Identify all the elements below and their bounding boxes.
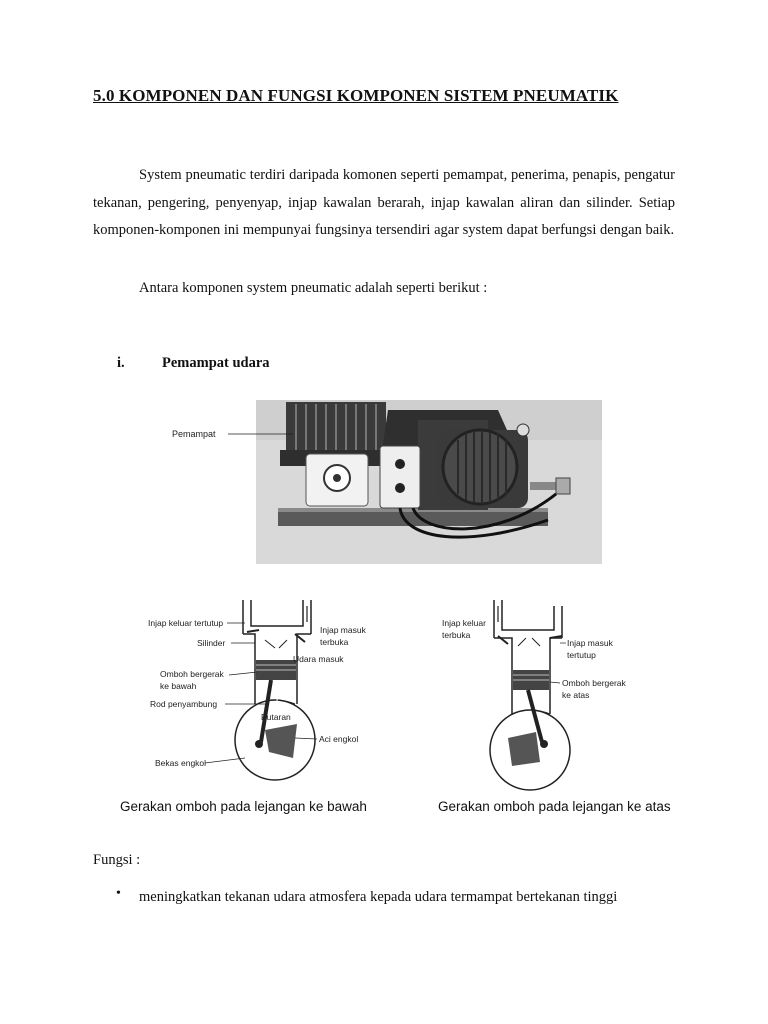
upstroke-diagram	[412, 592, 657, 797]
caption-upstroke: Gerakan omboh pada lejangan ke atas	[438, 799, 671, 814]
section-title: Pemampat udara	[162, 355, 270, 371]
svg-text:Injap masuk: Injap masuk	[320, 625, 366, 635]
caption-downstroke: Gerakan omboh pada lejangan ke bawah	[120, 799, 367, 814]
bullet-icon: •	[116, 886, 121, 901]
fungsi-item: meningkatkan tekanan udara atmosfera kepada udara termampat bertekanan tinggi	[139, 889, 618, 905]
svg-text:Injap keluar tertutup: Injap keluar tertutup	[148, 618, 224, 628]
svg-text:Udara masuk: Udara masuk	[293, 654, 344, 664]
fungsi-label: Fungsi :	[93, 852, 141, 868]
svg-text:terbuka: terbuka	[320, 637, 349, 647]
svg-text:Rod penyambung: Rod penyambung	[150, 699, 218, 709]
svg-text:Putaran: Putaran	[261, 712, 291, 722]
downstroke-diagram	[135, 592, 380, 787]
svg-text:Injap masuk: Injap masuk	[567, 638, 613, 648]
intro-paragraph: System pneumatic terdiri daripada komonen seperti pemampat, penerima, penapis, pengatur tekanan, pengering, penyenyap, injap kawalan berarah, injap kawalan aliran dan silinder. Setiap komponen-komponen ini mempunyai fungsinya tersendiri agar system dapat berfungsi dengan baik.	[93, 167, 675, 238]
list-intro-text: Antara komponen system pneumatic adalah seperti berikut :	[139, 280, 488, 296]
svg-text:terbuka: terbuka	[442, 630, 471, 640]
svg-text:Bekas engkol: Bekas engkol	[155, 758, 207, 768]
svg-text:ke atas: ke atas	[562, 690, 590, 700]
svg-text:Injap keluar: Injap keluar	[442, 618, 486, 628]
page-heading: 5.0 KOMPONEN DAN FUNGSI KOMPONEN SISTEM PNEUMATIK	[93, 86, 619, 105]
svg-text:Aci engkol: Aci engkol	[319, 734, 359, 744]
svg-text:ke bawah: ke bawah	[160, 681, 197, 691]
compressor-photo	[168, 390, 604, 572]
svg-text:Omboh bergerak: Omboh bergerak	[160, 669, 224, 679]
section-number: i.	[117, 355, 125, 371]
svg-text:tertutup: tertutup	[567, 650, 596, 660]
photo-label: Pemampat	[172, 429, 216, 439]
svg-text:Silinder: Silinder	[197, 638, 226, 648]
svg-text:Omboh bergerak: Omboh bergerak	[562, 678, 626, 688]
